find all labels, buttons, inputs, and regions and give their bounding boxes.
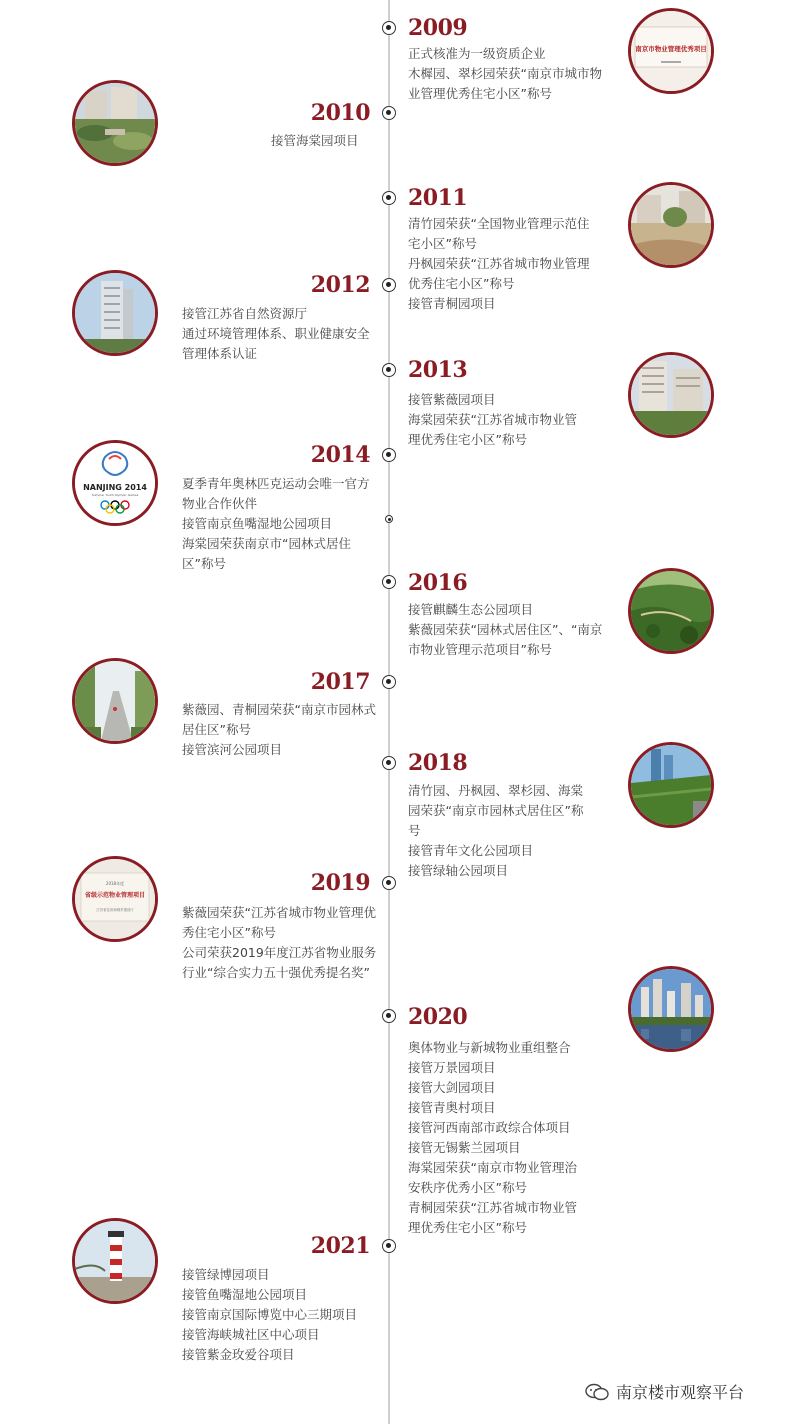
year-label: 2019 [310,870,370,896]
timeline-dot-2010 [382,106,396,120]
photo-qingzhuyuan [628,182,714,268]
milestone-text [271,131,381,151]
year-label: 2012 [310,272,370,298]
year-label: 2018 [408,750,468,776]
milestone-line: 接管万景园项目 [408,1060,496,1075]
timeline-dot-2012 [382,278,396,292]
milestone-text [182,700,377,760]
timeline-dot-2020 [382,1009,396,1023]
photo-qilin-park [628,568,714,654]
timeline-dot-2017 [382,675,396,689]
watermark-text: 南京楼市观察平台 [616,1383,745,1402]
milestone-line: 接管青桐园项目 [408,296,496,311]
plaque-year-text: 2018年度 [105,881,125,886]
milestone-line: 海棠园荣获“江苏省城市物业管理优秀住宅小区”称号 [408,412,577,447]
milestone-line: 接管江苏省自然资源厅 [182,306,308,321]
timeline-dot-minor [385,515,393,523]
milestone-line: 公司荣获2019年度江苏省物业服务行业“综合实力五十强优秀提名奖” [182,945,377,980]
timeline-dot-2011 [382,191,396,205]
photo-certificate-2009 [628,8,714,94]
watermark [584,1380,744,1403]
milestone-line: 木樨园、翠杉园荣获“南京市城市物业管理优秀住宅小区”称号 [408,66,602,101]
milestone-text [408,600,603,660]
milestone-line: 紫薇园、青桐园荣获“南京市园林式居住区”称号 [182,702,376,737]
milestone-line: 接管青奥村项目 [408,1100,496,1115]
milestone-line: 接管青年文化公园项目 [408,843,534,858]
year-label: 2021 [310,1233,370,1259]
year-label: 2013 [408,357,468,383]
milestone-line: 紫薇园荣获“江苏省城市物业管理优秀住宅小区”称号 [182,905,376,940]
photo-binhe-park [72,658,158,744]
milestone-line: 接管大剑园项目 [408,1080,496,1095]
milestone-line: 紫薇园荣获“园林式居住区”、“南京市物业管理示范项目”称号 [408,622,603,657]
milestone-line: 接管麒麟生态公园项目 [408,602,534,617]
milestone-text [408,781,588,881]
certificate-text: 南京市物业管理优秀项目 [635,45,707,53]
timeline-dot-2021 [382,1239,396,1253]
milestone-line: 接管滨河公园项目 [182,742,283,757]
plaque-issuer-text: 江苏省住房和城乡建设厅 [96,908,134,912]
milestone-line: 海棠园荣获“南京市物业管理治安秩序优秀小区”称号 [408,1160,577,1195]
milestone-line: 海棠园荣获南京市“园林式居住区”称号 [182,536,351,571]
timeline-dot-2014 [382,448,396,462]
milestone-text [408,390,588,450]
milestone-line: 接管紫金玫爱谷项目 [182,1347,295,1362]
milestone-line: 正式核准为一级资质企业 [408,46,546,61]
milestone-line: 接管鱼嘴湿地公园项目 [182,1287,308,1302]
milestone-line: 接管海棠园项目 [271,133,359,148]
timeline-axis [388,0,390,1424]
milestone-line: 丹枫园荣获“江苏省城市物业管理优秀住宅小区”称号 [408,256,590,291]
timeline-dot-2009 [382,21,396,35]
photo-natural-resources-building [72,270,158,356]
photo-plaque-2019 [72,856,158,942]
milestone-line: 清竹园荣获“全国物业管理示范住宅小区”称号 [408,216,590,251]
wechat-icon [584,1382,610,1402]
olympic-brand-text: NANJING 2014 [83,483,147,492]
photo-riverside-skyline [628,966,714,1052]
milestone-text [182,304,377,364]
milestone-line: 接管南京国际博览中心三期项目 [182,1307,358,1322]
photo-haitangyuan [72,80,158,166]
milestone-line: 奥体物业与新城物业重组整合 [408,1040,571,1055]
year-label: 2011 [408,185,468,211]
milestone-line: 清竹园、丹枫园、翠杉园、海棠园荣获“南京市园林式居住区”称号 [408,783,584,838]
milestone-line: 接管绿轴公园项目 [408,863,509,878]
milestone-text [408,214,598,314]
milestone-text [408,1038,588,1238]
year-label: 2009 [408,15,468,41]
year-label: 2014 [310,442,370,468]
milestone-text [182,474,377,574]
olympic-sub-text: Summer Youth Olympic Games [91,493,139,497]
year-label: 2020 [408,1004,468,1030]
timeline-dot-2016 [382,575,396,589]
milestone-text [408,44,608,104]
milestone-line: 接管海峡城社区中心项目 [182,1327,320,1342]
milestone-line: 接管紫薇园项目 [408,392,496,407]
year-label: 2017 [310,669,370,695]
milestone-text [182,1265,377,1365]
timeline-dot-2018 [382,756,396,770]
milestone-line: 青桐园荣获“江苏省城市物业管理优秀住宅小区”称号 [408,1200,577,1235]
milestone-line: 接管河西南部市政综合体项目 [408,1120,571,1135]
year-label: 2010 [310,100,370,126]
timeline-dot-2013 [382,363,396,377]
milestone-line: 接管无锡紫兰园项目 [408,1140,521,1155]
year-label: 2016 [408,570,468,596]
milestone-line: 接管南京鱼嘴湿地公园项目 [182,516,333,531]
photo-youth-culture-park [628,742,714,828]
plaque-title-text: 省级示范物业管理项目 [84,892,146,899]
photo-lighthouse [72,1218,158,1304]
timeline-dot-2019 [382,876,396,890]
milestone-line: 夏季青年奥林匹克运动会唯一官方物业合作伙伴 [182,476,370,511]
photo-nanjing-2014-logo [72,440,158,526]
photo-ziweiyuan [628,352,714,438]
milestone-line: 接管绿博园项目 [182,1267,270,1282]
milestone-line: 通过环境管理体系、职业健康安全管理体系认证 [182,326,370,361]
milestone-text [182,903,377,983]
